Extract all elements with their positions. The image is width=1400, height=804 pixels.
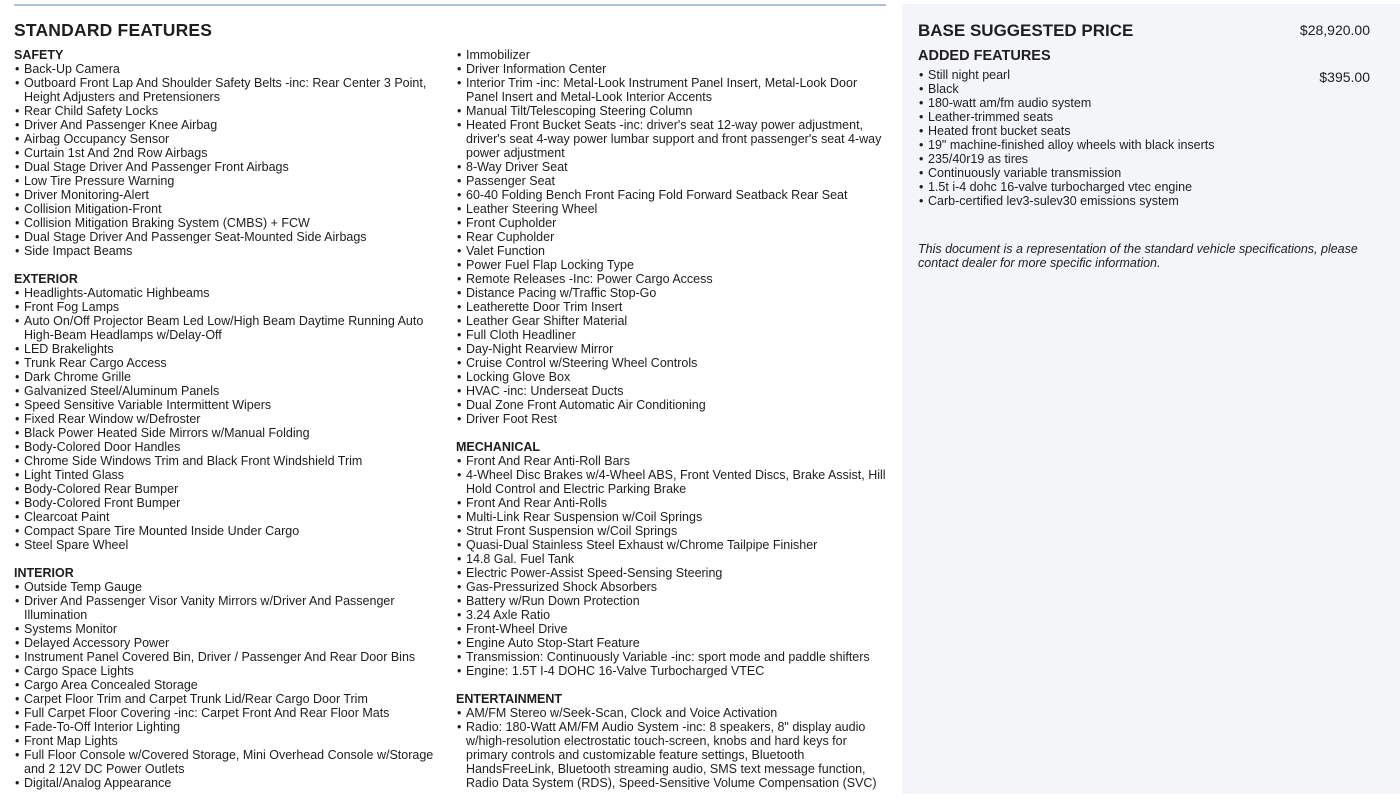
feature-item: • Collision Mitigation-Front: [14, 202, 444, 216]
section-title: MECHANICAL: [456, 440, 541, 454]
added-feature-item: • Heated front bucket seats: [918, 124, 1338, 138]
feature-item: • Low Tire Pressure Warning: [14, 174, 444, 188]
feature-item: • Manual Tilt/Telescoping Steering Column: [456, 104, 888, 118]
feature-item: • LED Brakelights: [14, 342, 444, 356]
features-column-left: [14, 48, 444, 804]
feature-item: • Instrument Panel Covered Bin, Driver / Passenger And Rear Door Bins: [14, 650, 444, 664]
feature-item: • Dual Stage Driver And Passenger Seat-Mounted Side Airbags: [14, 230, 444, 244]
feature-item: • Curtain 1st And 2nd Row Airbags: [14, 146, 444, 160]
feature-item: • Fade-To-Off Interior Lighting: [14, 720, 444, 734]
feature-item: • Carpet Floor Trim and Carpet Trunk Lid/Rear Cargo Door Trim: [14, 692, 444, 706]
feature-item: • Back-Up Camera: [14, 62, 444, 76]
feature-item: • HVAC -inc: Underseat Ducts: [456, 384, 888, 398]
feature-item: • Multi-Link Rear Suspension w/Coil Springs: [456, 510, 888, 524]
feature-item: • Immobilizer: [456, 48, 888, 62]
feature-item: • Cargo Space Lights: [14, 664, 444, 678]
feature-item: • Chrome Side Windows Trim and Black Front Windshield Trim: [14, 454, 444, 468]
standard-features-title: STANDARD FEATURES: [14, 20, 213, 40]
feature-item: • Dual Zone Front Automatic Air Conditioning: [456, 398, 888, 412]
feature-item: • Headlights-Automatic Highbeams: [14, 286, 444, 300]
section-interior: [14, 566, 444, 790]
feature-item: • Driver Foot Rest: [456, 412, 888, 426]
feature-item: • Locking Glove Box: [456, 370, 888, 384]
feature-list: [456, 454, 888, 678]
feature-item: • Passenger Seat: [456, 174, 888, 188]
feature-item: • Rear Child Safety Locks: [14, 104, 444, 118]
feature-list: [14, 580, 444, 790]
feature-item: • Cruise Control w/Steering Wheel Controls: [456, 356, 888, 370]
feature-item: • Valet Function: [456, 244, 888, 258]
feature-item: • 14.8 Gal. Fuel Tank: [456, 552, 888, 566]
feature-item: • Black Power Heated Side Mirrors w/Manual Folding: [14, 426, 444, 440]
top-divider: [14, 4, 886, 6]
feature-item: • 3.24 Axle Ratio: [456, 608, 888, 622]
added-features-price: $395.00: [1319, 69, 1370, 85]
feature-item: • Power Fuel Flap Locking Type: [456, 258, 888, 272]
added-feature-item: • Black: [918, 82, 1338, 96]
feature-item: • Light Tinted Glass: [14, 468, 444, 482]
feature-item: • Outboard Front Lap And Shoulder Safety Belts -inc: Rear Center 3 Point, Height Adjusters and Pretensioners: [14, 76, 444, 104]
feature-item: • Heated Front Bucket Seats -inc: driver's seat 12-way power adjustment, driver's seat 4-way power lumbar support and front passenger's seat 4-way power adjustment: [456, 118, 888, 160]
added-feature-item: • 235/40r19 as tires: [918, 152, 1338, 166]
section-exterior: [14, 272, 444, 552]
feature-item: • Full Cloth Headliner: [456, 328, 888, 342]
feature-item: • Front-Wheel Drive: [456, 622, 888, 636]
feature-item: • Driver And Passenger Visor Vanity Mirrors w/Driver And Passenger Illumination: [14, 594, 444, 622]
feature-item: • Rear Cupholder: [456, 230, 888, 244]
feature-item: • Body-Colored Rear Bumper: [14, 482, 444, 496]
feature-item: • Digital/Analog Appearance: [14, 776, 444, 790]
feature-item: • Front And Rear Anti-Rolls: [456, 496, 888, 510]
feature-item: • 4-Wheel Disc Brakes w/4-Wheel ABS, Front Vented Discs, Brake Assist, Hill Hold Control and Electric Parking Brake: [456, 468, 888, 496]
feature-list: [456, 706, 888, 790]
section-continued: [456, 48, 888, 426]
feature-item: • Galvanized Steel/Aluminum Panels: [14, 384, 444, 398]
feature-item: • Dark Chrome Grille: [14, 370, 444, 384]
feature-item: • Compact Spare Tire Mounted Inside Under Cargo: [14, 524, 444, 538]
added-feature-item: • 1.5t i-4 dohc 16-valve turbocharged vtec engine: [918, 180, 1338, 194]
feature-item: • Interior Trim -inc: Metal-Look Instrument Panel Insert, Metal-Look Door Panel Insert and Metal-Look Interior Accents: [456, 76, 888, 104]
feature-item: • Trunk Rear Cargo Access: [14, 356, 444, 370]
feature-list: [14, 286, 444, 552]
feature-item: • Dual Stage Driver And Passenger Front Airbags: [14, 160, 444, 174]
feature-item: • Systems Monitor: [14, 622, 444, 636]
feature-item: • Remote Releases -Inc: Power Cargo Access: [456, 272, 888, 286]
feature-item: • Front Map Lights: [14, 734, 444, 748]
feature-item: • Leather Gear Shifter Material: [456, 314, 888, 328]
features-column-right: [456, 48, 888, 804]
feature-item: • Front Fog Lamps: [14, 300, 444, 314]
feature-list: [14, 62, 444, 258]
added-feature-item: • 19" machine-finished alloy wheels with black inserts: [918, 138, 1338, 152]
feature-item: • 8-Way Driver Seat: [456, 160, 888, 174]
feature-item: • Clearcoat Paint: [14, 510, 444, 524]
added-feature-item: • 180-watt am/fm audio system: [918, 96, 1338, 110]
feature-item: • Collision Mitigation Braking System (CMBS) + FCW: [14, 216, 444, 230]
feature-item: • Body-Colored Front Bumper: [14, 496, 444, 510]
feature-item: • Body-Colored Door Handles: [14, 440, 444, 454]
feature-item: • Driver Monitoring-Alert: [14, 188, 444, 202]
section-mechanical: [456, 440, 888, 678]
feature-item: • Driver And Passenger Knee Airbag: [14, 118, 444, 132]
added-feature-item: • Leather-trimmed seats: [918, 110, 1338, 124]
feature-item: • Gas-Pressurized Shock Absorbers: [456, 580, 888, 594]
feature-item: • Transmission: Continuously Variable -inc: sport mode and paddle shifters: [456, 650, 888, 664]
section-title: ENTERTAINMENT: [456, 692, 563, 706]
feature-list: [456, 48, 888, 426]
feature-item: • Fixed Rear Window w/Defroster: [14, 412, 444, 426]
feature-item: • Radio: 180-Watt AM/FM Audio System -inc: 8 speakers, 8" display audio w/high-resolution electrostatic touch-screen, knobs and hard keys for primary controls and customizable feature settings, Bluetooth HandsFreeLink, Bluetooth streaming audio, SMS text message function, Radio Data System (RDS), Speed-Sensitive Volume Compensation (SVC): [456, 720, 888, 790]
feature-item: • Auto On/Off Projector Beam Led Low/High Beam Daytime Running Auto High-Beam Headlamps w/Delay-Off: [14, 314, 444, 342]
feature-item: • Outside Temp Gauge: [14, 580, 444, 594]
added-feature-item: • Carb-certified lev3-sulev30 emissions system: [918, 194, 1338, 208]
feature-item: • 60-40 Folding Bench Front Facing Fold Forward Seatback Rear Seat: [456, 188, 888, 202]
feature-item: • Distance Pacing w/Traffic Stop-Go: [456, 286, 888, 300]
added-feature-item: • Still night pearl: [918, 68, 1338, 82]
section-title: EXTERIOR: [14, 272, 78, 286]
disclaimer-text: This document is a representation of the standard vehicle specifications, please contact dealer for more specific information.: [918, 242, 1358, 270]
feature-item: • Front And Rear Anti-Roll Bars: [456, 454, 888, 468]
feature-item: • Battery w/Run Down Protection: [456, 594, 888, 608]
feature-item: • Speed Sensitive Variable Intermittent Wipers: [14, 398, 444, 412]
feature-item: • Engine: 1.5T I-4 DOHC 16-Valve Turbocharged VTEC: [456, 664, 888, 678]
feature-item: • Driver Information Center: [456, 62, 888, 76]
added-features-title: ADDED FEATURES: [918, 48, 1051, 64]
feature-item: • Full Floor Console w/Covered Storage, Mini Overhead Console w/Storage and 2 12V DC Power Outlets: [14, 748, 444, 776]
added-feature-item: • Continuously variable transmission: [918, 166, 1338, 180]
feature-item: • Electric Power-Assist Speed-Sensing Steering: [456, 566, 888, 580]
feature-item: • Steel Spare Wheel: [14, 538, 444, 552]
feature-item: • Cargo Area Concealed Storage: [14, 678, 444, 692]
section-title: SAFETY: [14, 48, 64, 62]
feature-item: • Leatherette Door Trim Insert: [456, 300, 888, 314]
feature-item: • Quasi-Dual Stainless Steel Exhaust w/Chrome Tailpipe Finisher: [456, 538, 888, 552]
section-safety: [14, 48, 444, 258]
feature-item: • Day-Night Rearview Mirror: [456, 342, 888, 356]
added-features-list: [918, 68, 1338, 208]
feature-item: • Strut Front Suspension w/Coil Springs: [456, 524, 888, 538]
feature-item: • Side Impact Beams: [14, 244, 444, 258]
section-entertainment: [456, 692, 888, 790]
section-title: INTERIOR: [14, 566, 74, 580]
feature-item: • AM/FM Stereo w/Seek-Scan, Clock and Voice Activation: [456, 706, 888, 720]
base-price-label: BASE SUGGESTED PRICE: [918, 21, 1134, 40]
feature-item: • Leather Steering Wheel: [456, 202, 888, 216]
feature-item: • Engine Auto Stop-Start Feature: [456, 636, 888, 650]
feature-item: • Delayed Accessory Power: [14, 636, 444, 650]
feature-item: • Front Cupholder: [456, 216, 888, 230]
feature-item: • Airbag Occupancy Sensor: [14, 132, 444, 146]
base-price-value: $28,920.00: [1299, 22, 1370, 38]
feature-item: • Full Carpet Floor Covering -inc: Carpet Front And Rear Floor Mats: [14, 706, 444, 720]
price-panel: [902, 4, 1400, 794]
